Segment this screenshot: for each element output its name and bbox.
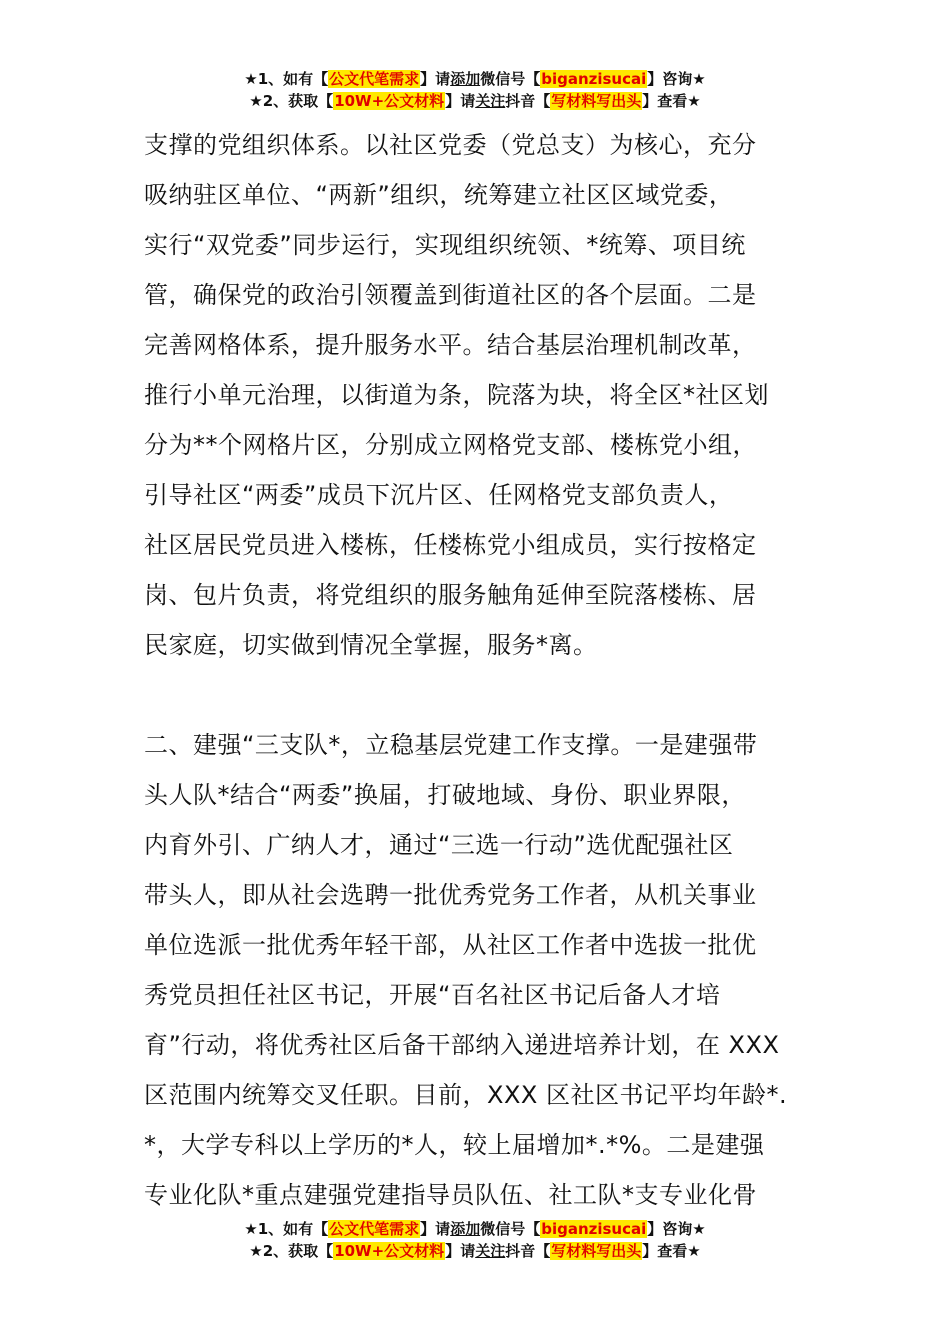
footer-text: 】请: [445, 1242, 476, 1260]
header-highlight: 10W+公文材料: [334, 92, 445, 110]
paragraph-1: [144, 120, 810, 670]
footer-highlight: 10W+公文材料: [334, 1242, 445, 1260]
text-line: 秀党员担任社区书记，开展“百名社区书记后备人才培: [144, 981, 721, 1009]
document-body: [144, 120, 810, 1220]
text-line: 引导社区“两委”成员下沉片区、任网格党支部负责人，: [144, 481, 734, 509]
header-text: 】请: [420, 70, 451, 88]
text-line: 区范围内统筹交叉任职。目前，XXX 区社区书记平均年龄*.: [144, 1081, 788, 1109]
footer-text: 】咨询★: [647, 1220, 706, 1238]
text-line: 完善网格体系，提升服务水平。结合基层治理机制改革，: [144, 331, 757, 359]
footer-underline: 添加: [450, 1220, 481, 1238]
footer-text: ★2、获取【: [249, 1242, 334, 1260]
text-line: 内育外引、广纳人才，通过“三选一行动”选优配强社区: [144, 831, 734, 859]
text-line: 岗、包片负责，将党组织的服务触角延伸至院落楼栋、居: [144, 581, 757, 609]
text-line: 民家庭，切实做到情况全掌握，服务*离。: [144, 631, 598, 659]
header-banner: [0, 68, 950, 112]
header-text: ★1、如有【: [244, 70, 329, 88]
footer-text: 】查看★: [642, 1242, 701, 1260]
text-line: 社区居民党员进入楼栋，任楼栋党小组成员，实行按格定: [144, 531, 757, 559]
footer-text: 微信号【: [480, 1220, 541, 1238]
text-line: 带头人，即从社会选聘一批优秀党务工作者，从机关事业: [144, 881, 757, 909]
text-line: 吸纳驻区单位、“两新”组织，统筹建立社区区域党委，: [144, 181, 734, 209]
footer-text: 抖音【: [505, 1242, 551, 1260]
header-text: 】咨询★: [647, 70, 706, 88]
footer-line-2: [0, 1240, 950, 1262]
footer-text: 】请: [420, 1220, 451, 1238]
text-line: 育”行动，将优秀社区后备干部纳入递进培养计划，在 XXX: [144, 1031, 780, 1059]
text-line: 实行“双党委”同步运行，实现组织统领、*统筹、项目统: [144, 231, 746, 259]
header-line-2: [0, 90, 950, 112]
text-line: 头人队*结合“两委”换届，打破地域、身份、职业界限，: [144, 781, 746, 809]
header-text: ★2、获取【: [249, 92, 334, 110]
text-line: 管，确保党的政治引领覆盖到街道社区的各个层面。二是: [144, 281, 757, 309]
text-line: 推行小单元治理，以街道为条，院落为块，将全区*社区划: [144, 381, 769, 409]
text-line: *，大学专科以上学历的*人，较上届增加*.*%。二是建强: [144, 1131, 765, 1159]
text-line: 单位选派一批优秀年轻干部，从社区工作者中选拔一批优: [144, 931, 757, 959]
header-text: 微信号【: [480, 70, 541, 88]
text-line: 专业化队*重点建强党建指导员队伍、社工队*支专业化骨: [144, 1181, 757, 1209]
footer-highlight: 公文代笔需求: [329, 1220, 420, 1238]
paragraph-2: [144, 720, 810, 1220]
header-text: 】请: [445, 92, 476, 110]
footer-banner: [0, 1218, 950, 1262]
footer-wechat-id: biganzisucai: [541, 1220, 647, 1238]
footer-underline: 关注: [475, 1242, 506, 1260]
header-text: 】查看★: [642, 92, 701, 110]
text-line: 分为**个网格片区，分别成立网格党支部、楼栋党小组，: [144, 431, 757, 459]
header-wechat-id: biganzisucai: [541, 70, 647, 88]
footer-line-1: [0, 1218, 950, 1240]
header-underline: 关注: [475, 92, 506, 110]
header-douyin-id: 写材料写出头: [551, 92, 642, 110]
header-text: 抖音【: [505, 92, 551, 110]
header-underline: 添加: [450, 70, 481, 88]
header-line-1: [0, 68, 950, 90]
header-highlight: 公文代笔需求: [329, 70, 420, 88]
text-line: 二、建强“三支队*，立稳基层党建工作支撑。一是建强带: [144, 731, 758, 759]
footer-text: ★1、如有【: [244, 1220, 329, 1238]
footer-douyin-id: 写材料写出头: [551, 1242, 642, 1260]
text-line: 支撑的党组织体系。以社区党委（党总支）为核心，充分: [144, 131, 757, 159]
paragraph-gap: [144, 670, 810, 720]
